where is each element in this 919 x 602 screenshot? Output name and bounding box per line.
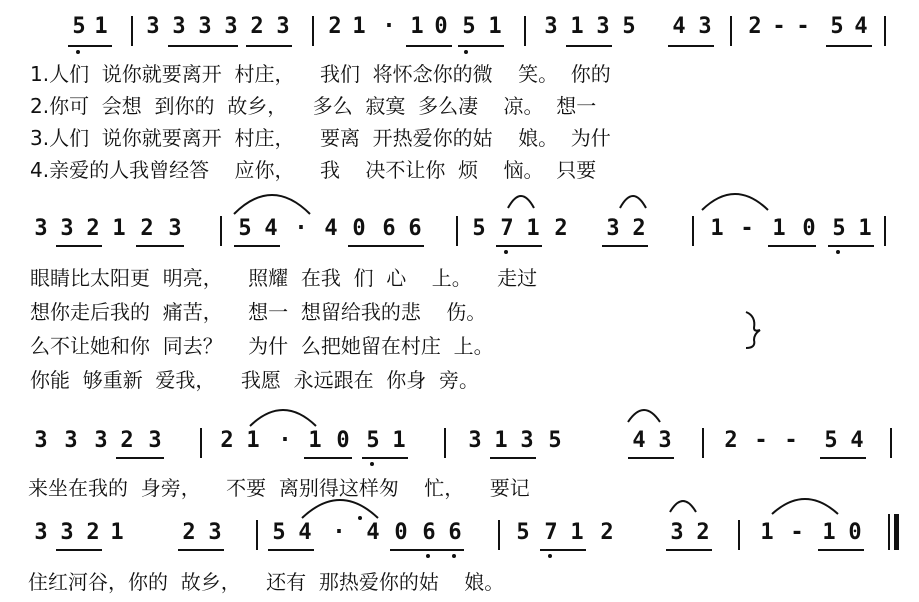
brace xyxy=(744,310,764,350)
slur-3a xyxy=(248,402,318,428)
slur-2a xyxy=(232,186,312,216)
notation-row-4: 3 3 2 1 2 3 5 4 · 4 0 6 6 5 7 1 2 3 2 1 - 1 0 xyxy=(0,520,919,554)
lyric-line-1-2: 2.你可 会想 到你的 故乡， 多么 寂寞 多么凄 凉。 想一 xyxy=(30,94,597,118)
notation-row-2: 3 3 2 1 2 3 5 4 · 4 0 6 6 5 7 1 2 3 2 1 - 1 0 5 1 xyxy=(0,216,919,250)
slur-3b xyxy=(626,402,662,424)
lyric-line-2-4: 你能 够重新 爱我， 我愿 永远跟在 你身 旁。 xyxy=(30,368,480,392)
slur-4c xyxy=(770,492,840,516)
slur-4a xyxy=(300,492,380,520)
lyric-line-2-3: 么不让她和你 同去？ 为什 么把她留在村庄 上。 xyxy=(30,334,494,358)
notation-row-1: 5 1 3 3 3 3 2 3 2 1 · 1 0 5 1 3 1 3 5 4 3 2 - - 5 4 xyxy=(0,14,919,48)
lyric-line-4-1: 住红河谷，你的 故乡， 还有 那热爱你的姑 娘。 xyxy=(28,570,505,594)
slur-2c xyxy=(618,188,648,210)
slur-2d xyxy=(700,186,770,212)
slur-4b xyxy=(668,494,698,514)
lyric-line-2-2: 想你走后我的 痛苦， 想一 想留给我的悲 伤。 xyxy=(30,300,487,324)
lyric-line-3-1: 来坐在我的 身旁， 不要 离别得这样匆 忙， 要记 xyxy=(28,476,530,500)
slur-2b xyxy=(506,188,536,210)
notation-row-3: 3 3 3 2 3 2 1 · 1 0 5 1 3 1 3 5 4 3 2 - - 5 4 xyxy=(0,428,919,462)
lyric-line-1-3: 3.人们 说你就要离开 村庄， 要离 开热爱你的姑 娘。 为什 xyxy=(30,126,611,150)
lyric-line-2-1: 眼睛比太阳更 明亮， 照耀 在我 们 心 上。 走过 xyxy=(30,266,538,290)
lyric-line-1-4: 4.亲爱的人我曾经答 应你， 我 决不让你 烦 恼。 只要 xyxy=(30,158,597,182)
lyric-line-1-1: 1.人们 说你就要离开 村庄， 我们 将怀念你的微 笑。 你的 xyxy=(30,62,611,86)
